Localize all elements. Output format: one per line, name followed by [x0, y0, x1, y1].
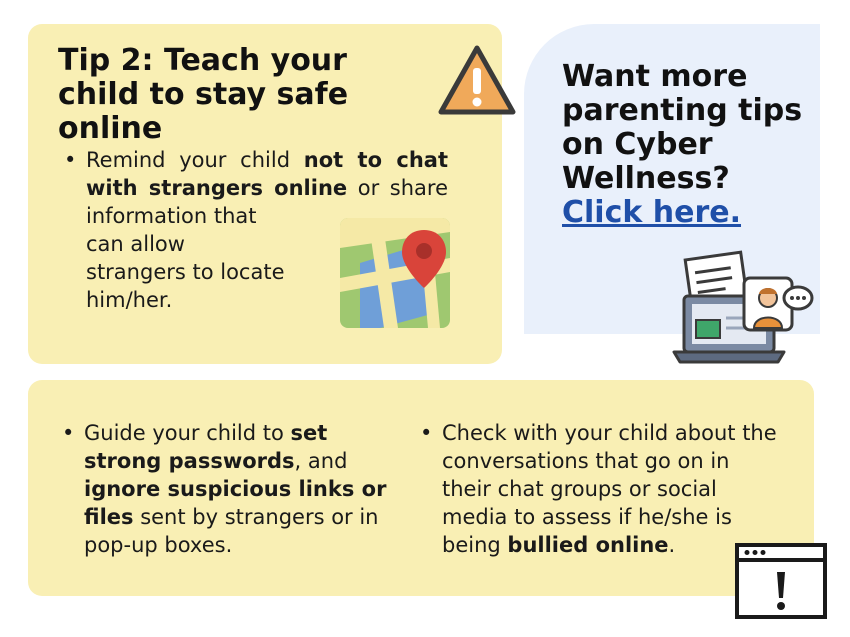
laptop-chat-icon	[670, 248, 820, 366]
map-pin-icon	[340, 218, 450, 328]
promo-text	[562, 60, 812, 230]
alert-window-icon	[734, 542, 828, 620]
bullet-strong-passwords: • Guide your child to set strong passwords, and ignore suspicious links or files sent by strangers or in pop-up boxes.	[84, 419, 402, 559]
bullet-chat-groups: • Check with your child about the conversations that go on in their chat groups or social media to assess if he/she is being bullied online.	[442, 419, 778, 559]
promo-question: Want more parenting tips on Cyber Wellness?	[562, 59, 803, 196]
tip-title: Tip 2: Teach your child to stay safe online	[58, 43, 349, 146]
click-here-link[interactable]: Click here.	[562, 195, 742, 230]
warning-icon	[437, 44, 517, 116]
bullet-no-chat-strangers: • Remind your child not to chat with strangers online or share information that can allow strangers to locate him/her.	[86, 146, 448, 314]
